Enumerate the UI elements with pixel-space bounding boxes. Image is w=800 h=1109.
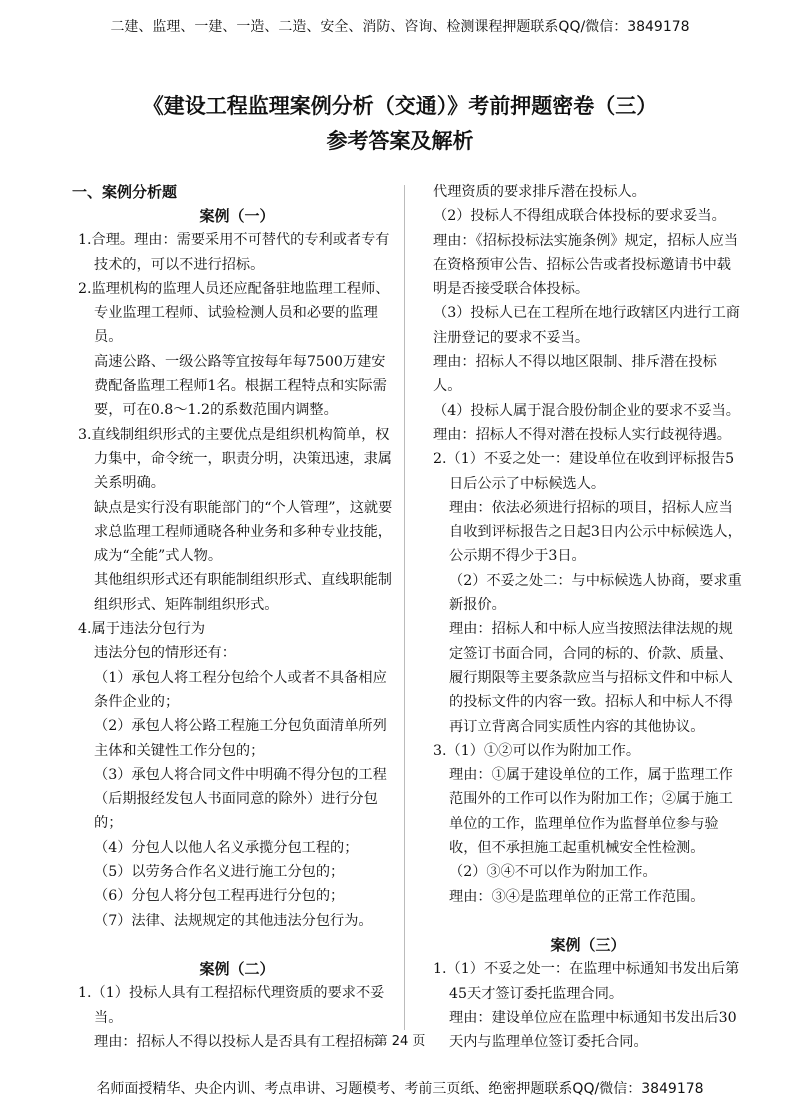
answer-paragraph: 4.属于违法分包行为 (78, 621, 206, 638)
left-column (72, 180, 396, 1054)
answer-paragraph: 缺点是实行没有职能部门的“个人管理”，这就要求总监理工程师通晓各种业务和多种专业技能，成为“全能”式人物。 (94, 499, 393, 565)
top-promo-banner: 二建、监理、一建、一造、二造、安全、消防、咨询、检测课程押题联系QQ/微信：3849178 (110, 19, 690, 35)
answer-paragraph: （4）投标人属于混合股份制企业的要求不妥当。 (433, 402, 740, 419)
answer-paragraph: （6）分包人将分包工程再进行分包的； (94, 888, 345, 905)
answer-paragraph: （2）③④不可以作为附加工作。 (449, 864, 657, 881)
answer-paragraph: 2.监理机构的监理人员还应配备驻地监理工程师、专业监理工程师、试验检测人员和必要的监理员。 (78, 280, 390, 346)
answer-paragraph: 理由：招标人不得对潜在投标人实行歧视待遇。 (433, 426, 731, 443)
answer-paragraph: 1.（1）投标人具有工程招标代理资质的要求不妥当。 (78, 985, 385, 1026)
answer-paragraph: （2）投标人不得组成联合体投标的要求妥当。 (433, 208, 726, 225)
answer-paragraph: 1.（1）不妥之处一：在监理中标通知书发出后第45天才签订委托监理合同。 (433, 961, 740, 1002)
case-2-title: 案例（二） (199, 959, 275, 978)
answer-paragraph: 理由：《招标投标法实施条例》规定，招标人应当在资格预审公告、招标公告或者投标邀请书中载明是否接受联合体投标。 (433, 232, 739, 298)
answer-paragraph: （1）承包人将工程分包给个人或者不具备相应条件企业的； (94, 669, 387, 710)
case-1-title: 案例（一） (199, 207, 275, 225)
answer-paragraph: 1.合理。理由：需要采用不可替代的专利或者专有技术的，可以不进行招标。 (78, 232, 390, 273)
answer-paragraph: 3.（1）①②可以作为附加工作。 (433, 742, 641, 759)
bottom-promo-banner: 名师面授精华、央企内训、考点串讲、习题模考、考前三页纸、绝密押题联系QQ/微信：3849178 (96, 1081, 704, 1097)
answer-paragraph: 理由：招标人不得以投标人是否具有工程招标 (94, 1033, 378, 1050)
answer-paragraph: 理由：招标人和中标人应当按照法律法规的规定签订书面合同，合同的标的、价款、质量、履行期限等主要条款应当与招标文件和中标人的投标文件的内容一致。招标人和中标人不得再订立背离合同实质性内容的其他协议。 (449, 621, 733, 735)
right-column (433, 180, 743, 1054)
answer-paragraph: （7）法律、法规规定的其他违法分包行为。 (94, 912, 373, 929)
answer-paragraph: 2.（1）不妥之处一：建设单位在收到评标报告5日后公示了中标候选人。 (433, 451, 735, 492)
answer-paragraph: （3）投标人已在工程所在地行政辖区内进行工商注册登记的要求不妥当。 (433, 305, 740, 346)
answer-paragraph: 代理资质的要求排斥潜在投标人。 (433, 184, 646, 200)
answer-paragraph: （2）承包人将公路工程施工分包负面清单所列主体和关键性工作分包的； (94, 718, 387, 759)
answer-paragraph: 理由：①属于建设单位的工作，属于监理工作范围外的工作可以作为附加工作；②属于施工单位的工作，监理单位作为监督单位参与验收，但不承担施工起重机械安全性检测。 (449, 767, 733, 857)
case-3-title: 案例（三） (550, 935, 626, 954)
answer-paragraph: 理由：③④是监理单位的正常工作范围。 (449, 888, 705, 905)
answer-paragraph: 违法分包的情形还有： (94, 645, 236, 662)
answer-paragraph: 理由：招标人不得以地区限制、排斥潜在投标人。 (433, 354, 717, 395)
document-subtitle: 参考答案及解析 (326, 129, 474, 153)
answer-paragraph: 3.直线制组织形式的主要优点是组织机构简单，权力集中，命令统一，职责分明，决策迅速，隶属关系明确。 (78, 426, 392, 492)
answer-paragraph: （5）以劳务合作名义进行施工分包的； (94, 864, 345, 881)
answer-paragraph: （2）不妥之处二：与中标候选人协商，要求重新报价。 (449, 572, 742, 614)
answer-paragraph: 其他组织形式还有职能制组织形式、直线职能制组织形式、矩阵制组织形式。 (94, 572, 392, 613)
answer-paragraph: （4）分包人以他人名义承揽分包工程的； (94, 839, 359, 856)
answer-paragraph: 理由：建设单位应在监理中标通知书发出后30天内与监理单位签订委托合同。 (449, 1009, 737, 1051)
answer-paragraph: （3）承包人将合同文件中明确不得分包的工程（后期报经发包人书面同意的除外）进行分包的； (94, 766, 387, 832)
document-title: 《建设工程监理案例分析（交通）》考前押题密卷（三） (142, 94, 658, 118)
spacer (78, 933, 396, 957)
answer-paragraph: 高速公路、一级公路等宜按每年每7500万建安费配备监理工程师1名。根据工程特点和实际需要，可在0.8～1.2的系数范围内调整。 (94, 353, 387, 419)
answer-paragraph: 理由：依法必须进行招标的项目，招标人应当自收到评标报告之日起3日内公示中标候选人，公示期不得少于3日。 (449, 499, 742, 565)
spacer (433, 909, 743, 933)
page-number: 第 24 页 (374, 1034, 426, 1049)
section-heading: 一、案例分析题 (72, 183, 178, 201)
column-divider (404, 185, 405, 1030)
